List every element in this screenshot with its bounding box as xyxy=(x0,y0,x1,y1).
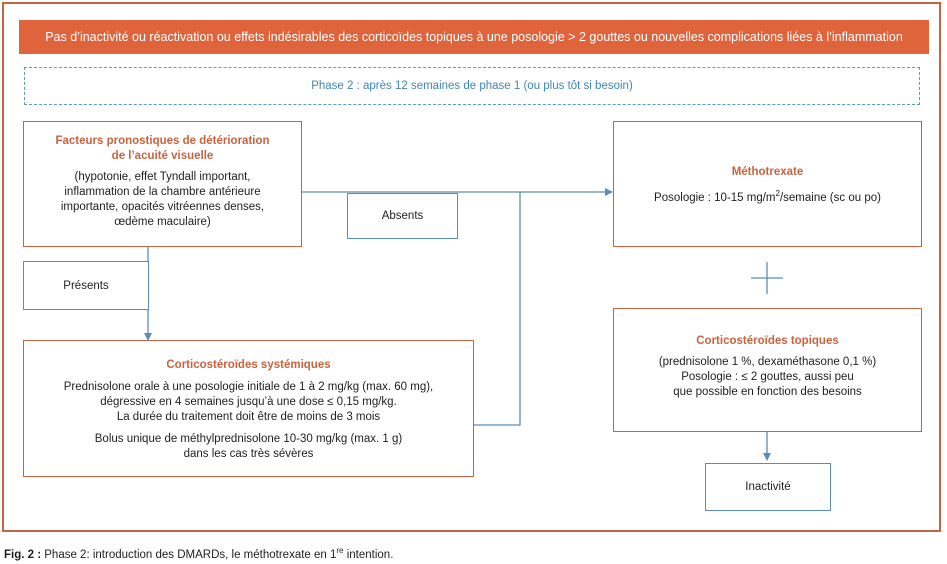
systemiques-line: La durée du traitement doit être de moins de 3 mois xyxy=(116,411,381,423)
facteurs-title-2: de l’acuité visuelle xyxy=(111,150,214,162)
figure-caption: Fig. 2 : Phase 2: introduction des DMARDs, le méthotrexate en 1re intention. xyxy=(4,546,394,561)
facteurs-title-1: Facteurs pronostiques de détérioration xyxy=(55,135,270,147)
systemiques-bolus: Bolus unique de méthylprednisolone 10-30 mg/kg (max. 1 g) xyxy=(94,433,403,445)
presents-label: Présents xyxy=(23,261,149,310)
systemiques-line: Prednisolone orale à une posologie initiale de 1 à 2 mg/kg (max. 60 mg), xyxy=(63,381,434,393)
topiques-line: (prednisolone 1 %, dexaméthasone 0,1 %) xyxy=(658,356,877,368)
systemiques-line: dégressive en 4 semaines jusqu’à une dose ≤ 0,15 mg/kg. xyxy=(100,396,397,408)
facteurs-line: œdème maculaire) xyxy=(114,216,211,228)
banner: Pas d’inactivité ou réactivation ou effets indésirables des corticoïdes topiques à une posologie > 2 gouttes ou nouvelles complications liées à l’inflammation xyxy=(19,20,929,54)
methotrexate-box xyxy=(613,121,922,247)
systemiques-bolus: dans les cas très sévères xyxy=(183,448,314,460)
cortico-systemiques-box xyxy=(23,340,474,477)
facteurs-line: (hypotonie, effet Tyndall important, xyxy=(74,171,251,183)
systemiques-title: Corticostéroïdes systémiques xyxy=(166,359,331,371)
methotrexate-title: Méthotrexate xyxy=(731,166,804,178)
facteurs-line: importante, opacités vitréennes denses, xyxy=(60,201,265,213)
topiques-title: Corticostéroïdes topiques xyxy=(696,335,839,347)
plus-icon xyxy=(751,262,783,294)
phase-label: Phase 2 : après 12 semaines de phase 1 (ou plus tôt si besoin) xyxy=(24,67,920,105)
cortico-topiques-box xyxy=(613,308,922,432)
topiques-line: Posologie : ≤ 2 gouttes, aussi peu xyxy=(681,371,854,383)
inactivite-label: Inactivité xyxy=(705,463,831,511)
methotrexate-posologie: Posologie : 10-15 $mg/m^2$/semaine (sc ou po) xyxy=(654,189,881,204)
topiques-line: que possible en fonction des besoins xyxy=(673,386,862,398)
absents-label: Absents xyxy=(347,193,458,239)
facteurs-line: inflammation de la chambre antérieure xyxy=(64,186,261,198)
facteurs-box xyxy=(23,121,302,247)
